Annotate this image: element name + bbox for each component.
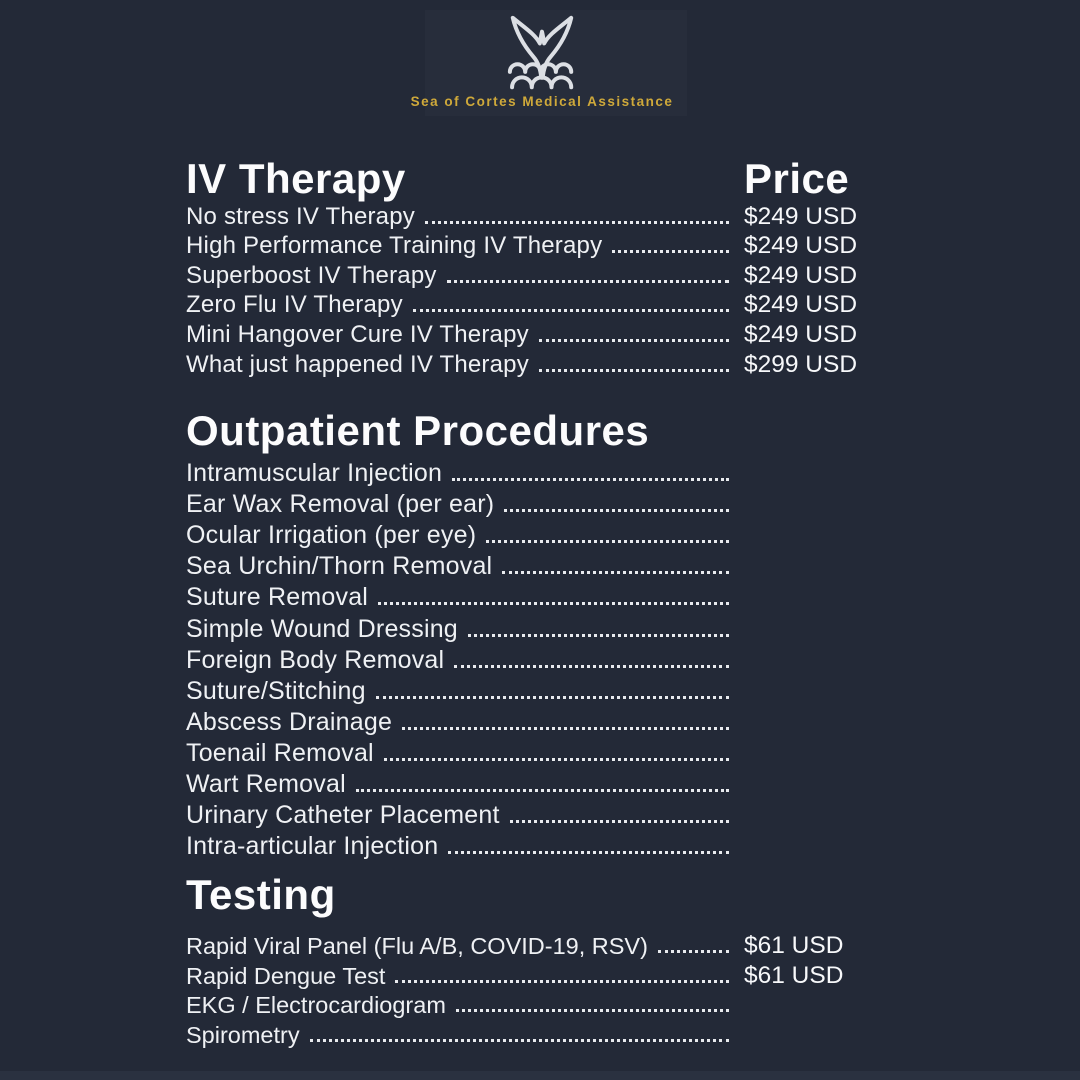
menu-item-row [186,290,876,320]
menu-item-row [186,550,876,581]
menu-item-row [186,990,876,1019]
dotted-leader [378,602,729,605]
menu-item-price: $249 USD [744,291,858,319]
dotted-leader [448,851,729,854]
menu-item-row [186,260,876,290]
whale-tail-waves-icon [498,12,586,96]
menu-item-row [186,612,876,643]
menu-item-price: $61 USD [744,961,844,989]
menu-item-label: Wart Removal [186,770,346,799]
dotted-leader [310,1039,729,1042]
menu-item-row [186,1019,876,1048]
menu-item-row [186,675,876,706]
logo-wordmark: Sea of Cortes Medical Assistance [410,94,674,109]
dotted-leader [452,478,729,481]
menu-item-label: Rapid Viral Panel (Flu A/B, COVID-19, RSV) [186,933,648,960]
menu-item-label: Ear Wax Removal (per ear) [186,490,495,519]
section-title: Testing [186,871,336,918]
menu-item-row [186,931,876,960]
menu-item-label: Ocular Irrigation (per eye) [186,521,477,550]
section-rows [186,931,876,1049]
dotted-leader [510,820,729,823]
menu-item-label: No stress IV Therapy [186,202,415,230]
menu-item-row [186,706,876,737]
menu-item-row [186,737,876,768]
dotted-leader [413,309,729,312]
menu-item-row [186,768,876,799]
menu-item-row [186,830,876,861]
dotted-leader [658,950,729,953]
menu-item-row [186,488,876,519]
logo [410,10,687,116]
dotted-leader [504,509,729,512]
menu-item-label: What just happened IV Therapy [186,350,529,378]
menu-item-price: $249 USD [744,261,858,289]
menu-item-label: Urinary Catheter Placement [186,801,500,830]
menu-item-label: Intra-articular Injection [186,832,439,861]
menu-item-row [186,349,876,379]
section-rows [186,201,876,379]
menu-item-label: Simple Wound Dressing [186,614,458,643]
dotted-leader [425,221,729,224]
dotted-leader [356,789,729,792]
menu-item-label: Foreign Body Removal [186,645,445,674]
dotted-leader [402,727,729,730]
menu-item-label: Spirometry [186,1021,300,1048]
menu-item-price: $249 USD [744,202,858,230]
menu-item-price: $61 USD [744,932,844,960]
menu-item-label: Mini Hangover Cure IV Therapy [186,320,529,348]
menu-item-label: Toenail Removal [186,738,374,767]
dotted-leader [539,339,729,342]
menu-item-label: Abscess Drainage [186,707,393,736]
menu-item-row [186,644,876,675]
section-rows [186,457,876,861]
section-title: Outpatient Procedures [186,407,650,454]
menu-item-row [186,319,876,349]
bottom-edge-strip [0,1071,1080,1080]
menu-item-row [186,581,876,612]
menu-item-label: Sea Urchin/Thorn Removal [186,552,493,581]
menu-item-row [186,201,876,231]
dotted-leader [539,369,729,372]
menu-item-label: EKG / Electrocardiogram [186,992,446,1019]
menu-item-label: Superboost IV Therapy [186,261,437,289]
dotted-leader [447,280,729,283]
menu-item-label: Rapid Dengue Test [186,962,386,989]
menu-item-price: $249 USD [744,232,858,260]
menu-item-row [186,231,876,261]
dotted-leader [468,634,729,637]
dotted-leader [395,980,729,983]
menu-item-row [186,960,876,989]
menu-item-label: Suture Removal [186,583,369,612]
price-column-header: Price [744,155,850,202]
dotted-leader [502,571,729,574]
menu-item-label: Zero Flu IV Therapy [186,291,403,319]
menu-item-label: High Performance Training IV Therapy [186,232,603,260]
menu-item-row [186,519,876,550]
dotted-leader [376,696,729,699]
menu-item-price: $249 USD [744,320,858,348]
menu-item-label: Suture/Stitching [186,676,366,705]
dotted-leader [454,665,729,668]
section-title: IV Therapy [186,155,406,202]
dotted-leader [486,540,729,543]
menu-item-row [186,799,876,830]
menu-item-row [186,457,876,488]
menu-item-label: Intramuscular Injection [186,459,443,488]
dotted-leader [612,250,729,253]
menu-item-price: $299 USD [744,350,858,378]
dotted-leader [456,1009,729,1012]
dotted-leader [384,758,729,761]
logo-inner [410,10,674,116]
